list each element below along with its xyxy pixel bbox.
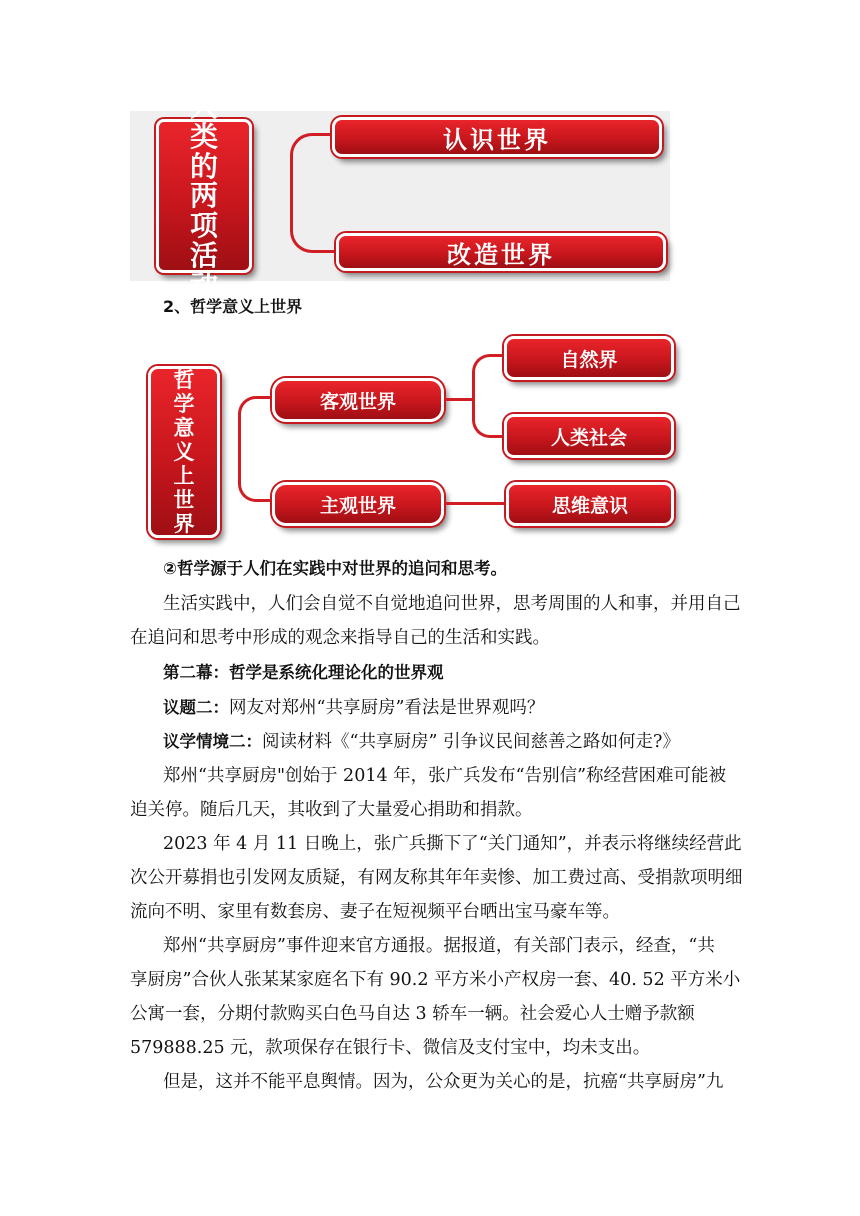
objective-world-box: 客观世界	[272, 378, 444, 422]
scenario-2-label: 议学情境二：	[163, 732, 262, 751]
topic-2	[163, 700, 544, 718]
scenario-2-text: 阅读材料《“共享厨房” 引争议民间慈善之路如何走?》	[262, 732, 680, 752]
diagram1-left-box	[156, 90, 252, 302]
subjective-world-box: 主观世界	[272, 482, 444, 526]
diagram1-left-label: 人类的两项活动	[190, 90, 219, 302]
point-2: ②哲学源于人们在实践中对世界的追问和思考。	[163, 559, 507, 578]
diagram2-left-box	[148, 366, 220, 538]
objective-link	[444, 398, 474, 401]
diagram1-connector	[290, 133, 336, 253]
scenario-2	[163, 734, 680, 752]
paragraph-2-line-2: 迫关停。随后几天，其收到了大量爱心捐助和捐款。	[130, 800, 533, 820]
subjective-link	[444, 502, 506, 505]
nature-box: 自然界	[504, 336, 674, 380]
section-heading: 2、哲学意义上世界	[163, 297, 303, 316]
diagram1-item-1: 认识世界	[332, 117, 662, 157]
philosophy-world-diagram	[130, 330, 678, 544]
paragraph-3-line-1: 2023 年 4 月 11 日晚上，张广兵撕下了“关门通知”，并表示将继续经营此	[163, 834, 742, 854]
paragraph-4-line-1: 郑州“共享厨房”事件迎来官方通报。据报道，有关部门表示，经查，“共	[163, 936, 715, 956]
paragraph-4-line-2: 享厨房”合伙人张某某家庭名下有 90.2 平方米小产权房一套、40. 52 平方米小	[130, 970, 741, 990]
human-activities-diagram	[130, 90, 670, 302]
diagram2-left-connector	[238, 396, 274, 502]
diagram2-right-connector	[472, 354, 508, 438]
paragraph-1-line-1: 生活实践中，人们会自觉不自觉地追问世界，思考周围的人和事，并用自己	[163, 594, 741, 614]
thought-box: 思维意识	[506, 482, 674, 526]
paragraph-3-line-3: 流向不明、家里有数套房、妻子在短视频平台晒出宝马豪车等。	[130, 902, 620, 922]
society-box: 人类社会	[504, 414, 674, 458]
act-2-title: 第二幕：哲学是系统化理论化的世界观	[163, 663, 444, 682]
paragraph-3-line-2: 次公开募捐也引发网友质疑，有网友称其年年卖惨、加工费过高、受捐款项明细	[130, 868, 743, 888]
paragraph-2-line-1: 郑州“共享厨房"创始于 2014 年，张广兵发布“告别信”称经营困难可能被	[163, 766, 727, 786]
paragraph-4-line-3: 公寓一套，分期付款购买白色马自达 3 轿车一辆。社会爱心人士赠予款额	[130, 1004, 695, 1024]
paragraph-4-line-4: 579888.25 元，款项保存在银行卡、微信及支付宝中，均未支出。	[130, 1038, 651, 1058]
topic-2-text: 网友对郑州“共享厨房”看法是世界观吗？	[229, 698, 545, 718]
paragraph-1-line-2: 在追问和思考中形成的观念来指导自己的生活和实践。	[130, 628, 550, 648]
topic-2-label: 议题二：	[163, 698, 229, 717]
diagram2-left-label: 哲学意义上世界	[173, 367, 195, 537]
paragraph-5-line-1: 但是，这并不能平息舆情。因为，公众更为关心的是，抗癌“共享厨房”九	[163, 1072, 724, 1092]
diagram1-item-2: 改造世界	[336, 233, 666, 271]
